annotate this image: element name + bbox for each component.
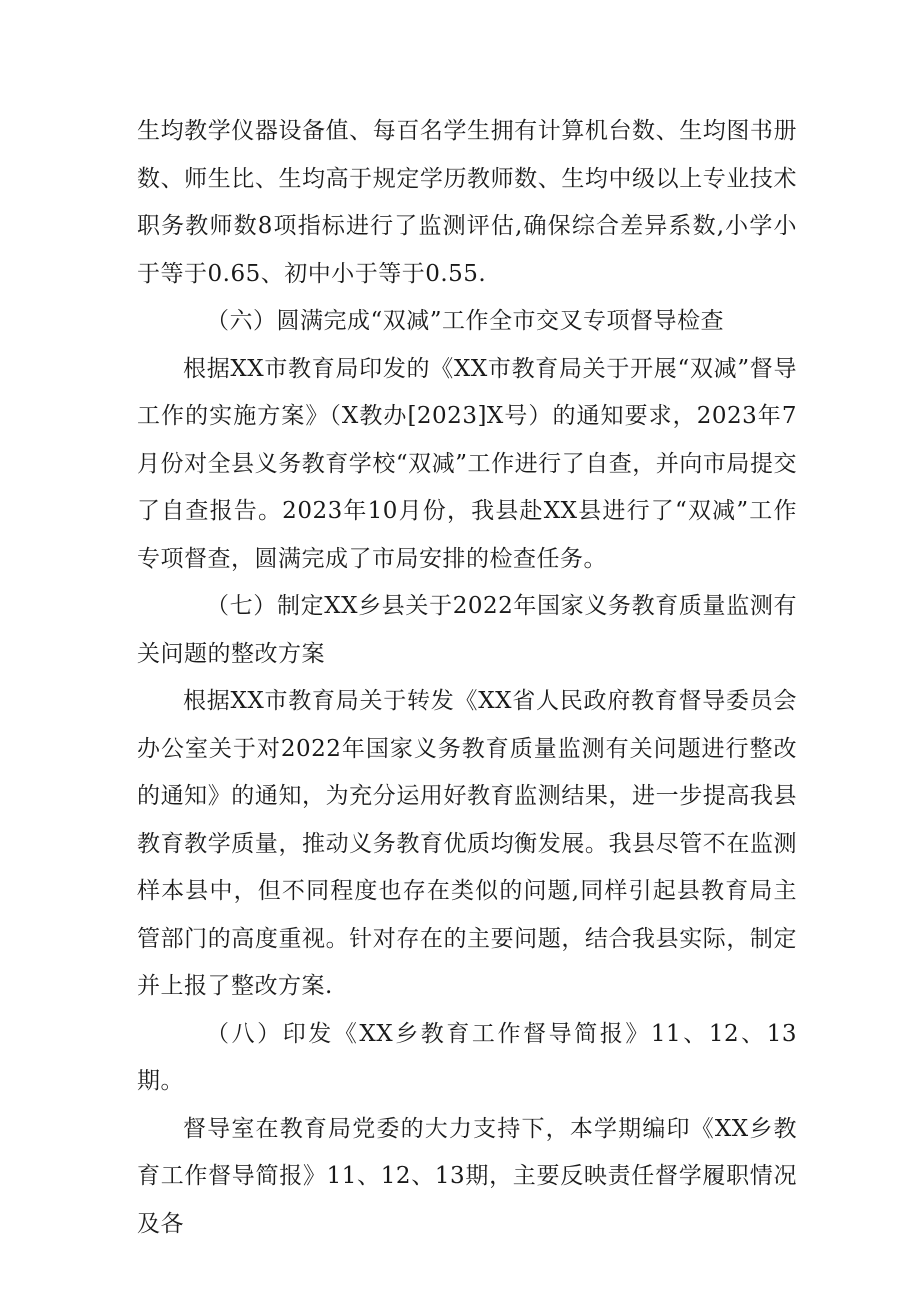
paragraph-rectification-plan: 根据XX市教育局关于转发《XX省人民政府教育督导委员会办公室关于对2022年国家义务教育质量监测有关问题进行整改的通知》的通知，为充分运用好教育监测结果，进一步提高我县教育教学质量，推动义务教育优质均衡发展。我县尽管不在监测样本县中，但不同程度也存在类似的问题,同样引起县教育局主管部门的高度重视。针对存在的主要问题，结合我县实际，制定并上报了整改方案. <box>137 688 797 999</box>
document-body <box>137 108 797 1248</box>
heading-section-6: （六）圆满完成“双减”工作全市交叉专项督导检查 <box>206 308 725 334</box>
paragraph-bulletin: 督导室在教育局党委的大力支持下，本学期编印《XX乡教育工作督导简报》11、12、13期，主要反映责任督学履职情况及各 <box>137 1115 797 1237</box>
paragraph-indicators-continued: 生均教学仪器设备值、每百名学生拥有计算机台数、生均图书册数、师生比、生均高于规定学历教师数、生均中级以上专业技术职务教师数8项指标进行了监测评估,确保综合差异系数,小学小于等于0.65、初中小于等于0.55. <box>137 118 797 287</box>
heading-section-7: （七）制定XX乡县关于2022年国家义务教育质量监测有关问题的整改方案 <box>137 593 797 667</box>
paragraph-double-reduction: 根据XX市教育局印发的《XX市教育局关于开展“双减”督导工作的实施方案》（X教办[2023]X号）的通知要求，2023年7月份对全县义务教育学校“双减”工作进行了自查，并向市局提交了自查报告。2023年10月份，我县赴XX县进行了“双减”工作专项督查，圆满完成了市局安排的检查任务。 <box>137 355 797 572</box>
heading-section-8: （八）印发《XX乡教育工作督导简报》11、12、13期。 <box>137 1020 797 1094</box>
